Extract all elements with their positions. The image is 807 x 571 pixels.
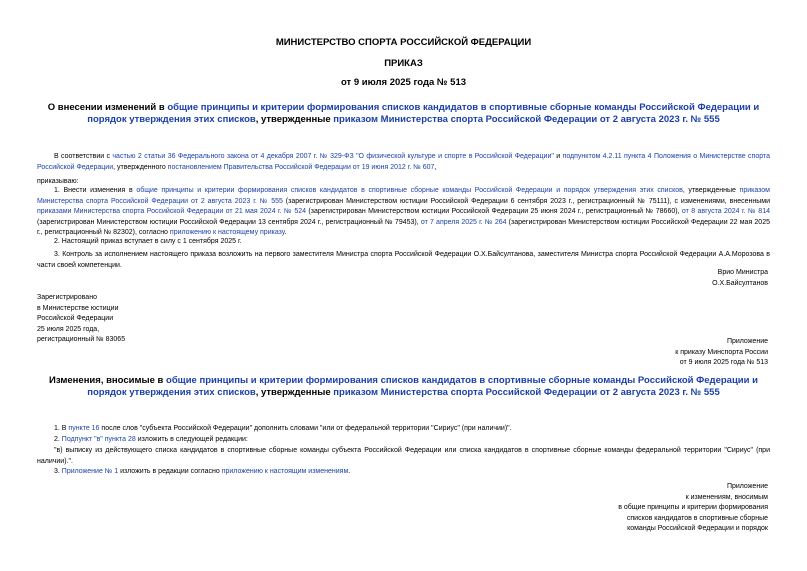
link-subpoint-v-point-28[interactable]: Подпункт "в" пункта 28 xyxy=(61,436,136,443)
link-appendix-to-changes[interactable]: приложению к настоящим изменениям xyxy=(221,468,349,475)
signature-name: О.Х.Байсултанов xyxy=(712,279,768,287)
item-3-paragraph: 3. Контроль за исполнением настоящего приказа возложить на первого заместителя Министра спорта Российской Федерации О.Х.Байсултанова, заместителя Министра спорта Российской Федерации А.А.Морозова в части своей компетенции. xyxy=(37,251,770,269)
item1-text-4: (зарегистрирован Министерством юстиции Российской Федерации 25 июня 2024 г., регистрационный № 78660), xyxy=(306,208,682,215)
preamble-text-1: В соответствии с xyxy=(54,153,113,160)
link-point-16[interactable]: пункте 16 xyxy=(68,425,100,432)
link-federal-law-329[interactable]: частью 2 статьи 36 Федерального закона от 4 декабря 2007 г. № 329-ФЗ "О физической культуре и спорте в Российской Федерации" xyxy=(112,153,554,160)
order-word: приказываю: xyxy=(37,178,79,185)
appendix-label: Приложение xyxy=(726,338,768,345)
change1-text-2: после слов "субъекта Российской Федерации" дополнить словами "или от федеральной территории "Сириус" (при наличии)". xyxy=(99,425,512,432)
ministry-name: МИНИСТЕРСТВО СПОРТА РОССИЙСКОЙ ФЕДЕРАЦИИ xyxy=(275,37,532,48)
link-order-264[interactable]: от 7 апреля 2025 г. № 264 xyxy=(420,218,507,226)
change3-text-1: 3. xyxy=(54,468,62,475)
item1-text-7: . xyxy=(284,229,287,236)
registration-block xyxy=(37,293,125,346)
signature-block xyxy=(712,268,768,289)
link-order-524[interactable]: приказами Министерства спорта Российской Федерации от 21 мая 2024 г. № 524 xyxy=(37,208,307,215)
registration-line-3: Российской Федерации xyxy=(37,315,114,322)
changes-title xyxy=(40,375,767,399)
link-appendix-1[interactable]: Приложение № 1 xyxy=(61,468,119,475)
title-text-1: О внесении изменений в xyxy=(47,102,168,113)
document-type: ПРИКАЗ xyxy=(384,58,423,69)
item1-text-6: (зарегистрирован Министерством юстиции Российской Федерации 22 мая 2025 г., регистрационный № 82302), согласно xyxy=(37,218,770,236)
preamble-text-2: и xyxy=(553,153,563,160)
link-general-principles-3[interactable]: общие принципы и критерии формирования списков кандидатов в спортивные сборные команды Российской Федерации и порядок утверждения этих списков xyxy=(87,375,758,398)
registration-line-5: регистрационный № 83065 xyxy=(37,336,126,343)
item-1-paragraph xyxy=(37,186,770,239)
item1-text-5: (зарегистрирован Министерством юстиции Российской Федерации 13 сентября 2024 г., регистрационный № 79453), xyxy=(37,218,421,226)
link-regulation-4-2-11[interactable]: подпунктом 4.2.11 пункта 4 Положения о Министерстве спорта Российской Федерации xyxy=(37,153,770,171)
link-general-principles[interactable]: общие принципы и критерии формирования списков кандидатов в спортивные сборные команды Российской Федерации и порядок утверждения этих списков xyxy=(87,102,760,125)
change-2-paragraph xyxy=(37,435,770,446)
title2-text-1: Изменения, вносимые в xyxy=(49,375,167,386)
preamble-text-4: , xyxy=(434,163,437,171)
appendix2-line-5: команды Российской Федерации и порядок xyxy=(627,525,768,532)
signature-position: Врио Министра xyxy=(717,269,768,276)
link-order-555-2[interactable]: приказом Министерства спорта Российской Федерации от 2 августа 2023 г. № 555 xyxy=(37,187,770,205)
link-order-555-3[interactable]: приказом Министерства спорта Российской Федерации от 2 августа 2023 г. № 555 xyxy=(333,387,720,398)
change-2-quote: "в) выписку из действующего списка кандидатов в спортивные сборные команды субъекта Российской Федерации или списка кандидатов в спортивные сборные команды федеральной территории "Сириус" (при наличии).". xyxy=(37,447,770,465)
document-date-number: от 9 июля 2025 года № 513 xyxy=(340,77,467,88)
change3-text-2: изложить в редакции согласно xyxy=(118,468,222,475)
appendix-date: от 9 июля 2025 года № 513 xyxy=(679,359,768,366)
title2-text-2: , утвержденные xyxy=(255,387,334,398)
change-3-paragraph xyxy=(37,467,770,478)
change3-text-3: . xyxy=(348,468,351,475)
appendix-block xyxy=(675,337,768,369)
registration-line-2: в Министерстве юстиции xyxy=(37,304,119,312)
registration-line-1: Зарегистрировано xyxy=(37,294,97,301)
appendix2-line-1: Приложение xyxy=(726,483,768,490)
document-title xyxy=(40,102,767,126)
change-1-paragraph xyxy=(37,424,770,435)
item1-text-2: , утвержденные xyxy=(682,187,740,194)
change1-text-1: 1. В xyxy=(54,425,69,432)
title-text-2: , утвержденные xyxy=(255,114,334,125)
change2-text-1: 2. xyxy=(54,436,62,443)
link-appendix-to-order[interactable]: приложению к настоящему приказу xyxy=(169,229,285,236)
link-government-decree-607[interactable]: постановлением Правительства Российской Федерации от 19 июня 2012 г. № 607 xyxy=(167,163,435,171)
appendix-ref: к приказу Минспорта России xyxy=(675,348,768,356)
link-order-814[interactable]: от 8 августа 2024 г. № 814 xyxy=(681,208,770,215)
change2-text-2: изложить в следующей редакции: xyxy=(135,436,248,443)
preamble-paragraph xyxy=(37,152,770,173)
item-2-paragraph: 2. Настоящий приказ вступает в силу с 1 сентября 2025 г. xyxy=(54,238,242,245)
preamble-text-3: , утвержденного xyxy=(113,163,168,171)
appendix2-line-4: списков кандидатов в спортивные сборные xyxy=(626,514,768,522)
appendix2-block xyxy=(618,482,768,535)
appendix2-line-3: в общие принципы и критерии формирования xyxy=(618,504,768,511)
link-general-principles-2[interactable]: общие принципы и критерии формирования списков кандидатов в спортивные сборные команды Российской Федерации и порядок утверждения этих списков xyxy=(136,187,683,194)
item1-text-1: 1. Внести изменения в xyxy=(54,187,137,194)
appendix2-line-2: к изменениям, вносимым xyxy=(685,493,768,501)
item1-text-3: (зарегистрирован Министерством юстиции Российской Федерации 6 сентября 2023 г., регистрационный № 75111), с изменениями, внесенными xyxy=(282,197,770,205)
link-order-555[interactable]: приказом Министерства спорта Российской Федерации от 2 августа 2023 г. № 555 xyxy=(333,114,720,125)
registration-line-4: 25 июля 2025 года, xyxy=(37,325,100,333)
